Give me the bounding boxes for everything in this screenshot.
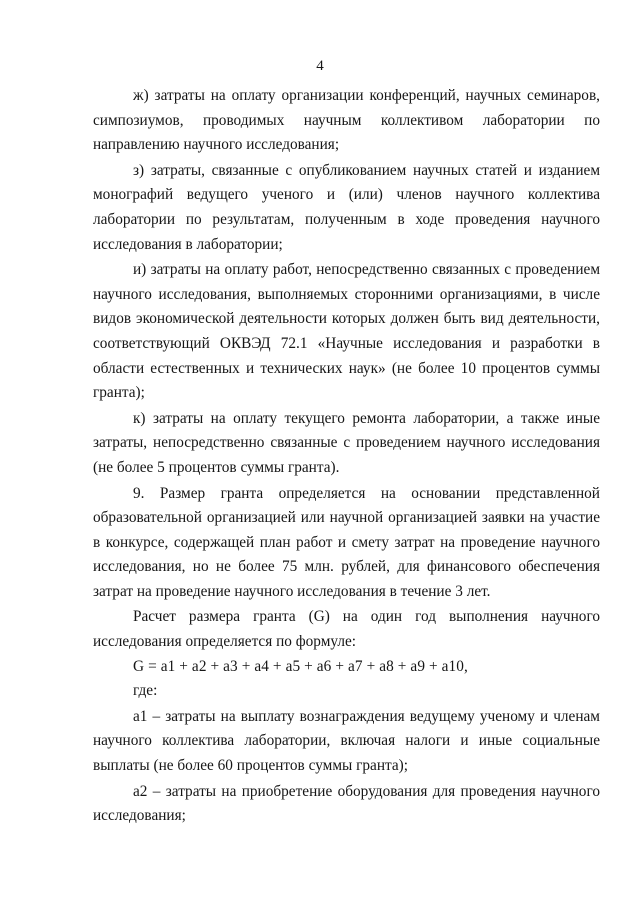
page-number: 4 <box>316 58 324 74</box>
grant-formula: G = a1 + a2 + a3 + a4 + a5 + a6 + a7 + a8 + a9 + a10, <box>133 657 468 675</box>
where-label: где: <box>133 682 158 700</box>
definition-a1: a1 – затраты на выплату вознаграждения ведущему ученому и членам научного коллектива лаборатории, включая налоги и иные социальные выплаты (не более 60 процентов суммы гранта); <box>93 707 600 775</box>
definition-a2: a2 – затраты на приобретение оборудования для проведения научного исследования; <box>93 782 600 825</box>
paragraph-grant-calculation: Расчет размера гранта (G) на один год выполнения научного исследования определяется по формуле: <box>93 608 600 651</box>
paragraph-i: и) затраты на оплату работ, непосредственно связанных с проведением научного исследования, выполняемых сторонними организациями, в числе видов экономической деятельности которых должен быть вид деятельности, соответствующий ОКВЭД 72.1 «Научные исследования и разработки в области естественных и технических наук» (не более 10 процентов суммы гранта); <box>93 261 600 402</box>
paragraph-zh: ж) затраты на оплату организации конференций, научных семинаров, симпозиумов, проводимых научным коллективом лаборатории по направлению научного исследования; <box>93 87 600 154</box>
paragraph-9-grant-size: 9. Размер гранта определяется на основании представленной образовательной организацией или научной организацией заявки на участие в конкурсе, содержащей план работ и смету затрат на проведение научного исследования, но не более 75 млн. рублей, для финансового обеспечения затрат на проведение научного исследования в течение 3 лет. <box>93 484 600 600</box>
document-body <box>93 84 600 829</box>
paragraph-k: к) затраты на оплату текущего ремонта лаборатории, а также иные затраты, непосредственно связанные с проведением научного исследования (не более 5 процентов суммы гранта). <box>93 409 600 476</box>
paragraph-z: з) затраты, связанные с опубликованием научных статей и изданием монографий ведущего ученого и (или) членов научного коллектива лаборатории по результатам, полученным в ходе проведения научного исследования в лаборатории; <box>93 161 600 253</box>
